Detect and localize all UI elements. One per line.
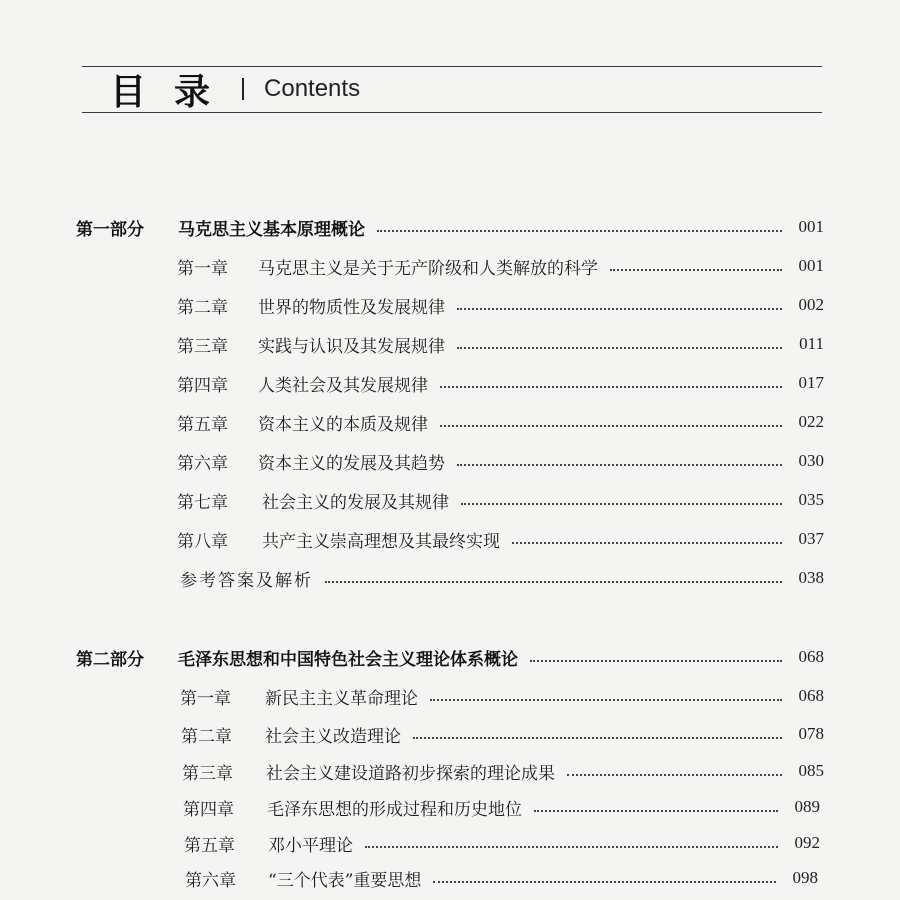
chapter-entry bbox=[262, 488, 824, 513]
chapter-title: “三个代表”重要思想 bbox=[268, 870, 422, 891]
chapter-entry bbox=[258, 254, 824, 279]
dot-leader bbox=[534, 810, 778, 812]
part-title: 毛泽东思想和中国特色社会主义理论体系概论 bbox=[178, 649, 518, 670]
page-number: 089 bbox=[794, 797, 820, 816]
chapter-title: 新民主主义革命理论 bbox=[265, 688, 418, 709]
chapter-title: 世界的物质性及发展规律 bbox=[258, 297, 445, 318]
chapter-label: 第五章 bbox=[184, 835, 235, 856]
page-number: 078 bbox=[798, 724, 824, 743]
chapter-title: 人类社会及其发展规律 bbox=[258, 375, 428, 396]
page-number: 002 bbox=[798, 295, 824, 314]
page-number: 085 bbox=[798, 761, 824, 780]
toc-chapter-row[interactable] bbox=[0, 524, 900, 554]
part-entry bbox=[178, 215, 824, 240]
chapter-title: 社会主义的发展及其规律 bbox=[262, 492, 449, 513]
chapter-title: 社会主义建设道路初步探索的理论成果 bbox=[266, 763, 555, 784]
dot-leader bbox=[610, 269, 782, 271]
dot-leader bbox=[457, 308, 782, 310]
page-number: 037 bbox=[798, 529, 824, 548]
chapter-label: 第六章 bbox=[185, 870, 236, 891]
toc-chapter-row[interactable] bbox=[0, 863, 900, 893]
dot-leader bbox=[430, 699, 782, 701]
toc-chapter-row[interactable] bbox=[0, 446, 900, 476]
dot-leader bbox=[433, 881, 776, 883]
toc-chapter-row[interactable] bbox=[0, 329, 900, 359]
toc-chapter-row[interactable] bbox=[0, 828, 900, 858]
page-number: 068 bbox=[798, 647, 824, 666]
dot-leader bbox=[461, 503, 782, 505]
part-entry bbox=[178, 645, 824, 670]
chapter-label: 第二章 bbox=[181, 726, 232, 747]
page-number: 022 bbox=[798, 412, 824, 431]
dot-leader bbox=[530, 660, 782, 662]
toc-chapter-row[interactable] bbox=[0, 681, 900, 711]
toc-chapter-row[interactable] bbox=[0, 756, 900, 786]
chapter-label: 第六章 bbox=[177, 453, 228, 474]
chapter-entry bbox=[258, 371, 824, 396]
chapter-label: 第五章 bbox=[177, 414, 228, 435]
title-separator bbox=[242, 78, 244, 100]
chapter-label: 第四章 bbox=[183, 799, 234, 820]
chapter-entry bbox=[258, 449, 824, 474]
toc-header bbox=[110, 68, 361, 113]
page-number: 092 bbox=[794, 833, 820, 852]
chapter-entry bbox=[265, 684, 824, 709]
chapter-entry bbox=[258, 332, 824, 357]
dot-leader bbox=[325, 581, 782, 583]
chapter-label: 第八章 bbox=[177, 531, 228, 552]
chapter-title: 马克思主义是关于无产阶级和人类解放的科学 bbox=[258, 258, 598, 279]
chapter-title: 毛泽东思想的形成过程和历史地位 bbox=[267, 799, 522, 820]
dot-leader bbox=[440, 386, 782, 388]
dot-leader bbox=[567, 774, 782, 776]
toc-title-en: Contents bbox=[264, 75, 361, 102]
chapter-entry bbox=[267, 795, 820, 820]
dot-leader bbox=[377, 230, 782, 232]
dot-leader bbox=[457, 464, 782, 466]
header-bottom-rule bbox=[82, 112, 822, 113]
page-number: 068 bbox=[798, 686, 824, 705]
toc-part-1[interactable] bbox=[0, 212, 900, 242]
chapter-entry bbox=[265, 722, 824, 747]
chapter-entry bbox=[268, 831, 820, 856]
chapter-label: 第四章 bbox=[177, 375, 228, 396]
chapter-title: 邓小平理论 bbox=[268, 835, 353, 856]
chapter-entry bbox=[268, 866, 818, 891]
page-number: 098 bbox=[792, 868, 818, 887]
page-number: 017 bbox=[798, 373, 824, 392]
chapter-label: 第一章 bbox=[177, 258, 228, 279]
chapter-label: 第七章 bbox=[177, 492, 228, 513]
chapter-entry bbox=[266, 759, 824, 784]
page-number: 035 bbox=[798, 490, 824, 509]
toc-answers-row[interactable] bbox=[0, 563, 900, 593]
toc-chapter-row[interactable] bbox=[0, 485, 900, 515]
toc-title-zh: 目录 bbox=[110, 71, 239, 113]
dot-leader bbox=[512, 542, 782, 544]
page-number: 030 bbox=[798, 451, 824, 470]
chapter-label: 第一章 bbox=[180, 688, 231, 709]
page-number: 001 bbox=[798, 217, 824, 236]
page-number: 038 bbox=[798, 568, 824, 587]
toc-chapter-row[interactable] bbox=[0, 792, 900, 822]
toc-chapter-row[interactable] bbox=[0, 368, 900, 398]
chapter-entry bbox=[258, 410, 824, 435]
chapter-label: 第三章 bbox=[177, 336, 228, 357]
answers-title: 参考答案及解析 bbox=[180, 570, 313, 591]
chapter-title: 资本主义的本质及规律 bbox=[258, 414, 428, 435]
toc-chapter-row[interactable] bbox=[0, 290, 900, 320]
chapter-entry bbox=[262, 527, 824, 552]
answers-entry bbox=[180, 566, 824, 591]
part-label: 第二部分 bbox=[76, 649, 144, 670]
page-number: 001 bbox=[798, 256, 824, 275]
chapter-title: 共产主义崇高理想及其最终实现 bbox=[262, 531, 500, 552]
dot-leader bbox=[365, 846, 778, 848]
dot-leader bbox=[457, 347, 782, 349]
page-number: 011 bbox=[799, 334, 824, 353]
chapter-label: 第三章 bbox=[182, 763, 233, 784]
chapter-entry bbox=[258, 293, 824, 318]
part-title: 马克思主义基本原理概论 bbox=[178, 219, 365, 240]
toc-chapter-row[interactable] bbox=[0, 719, 900, 749]
dot-leader bbox=[440, 425, 782, 427]
chapter-label: 第二章 bbox=[177, 297, 228, 318]
chapter-title: 实践与认识及其发展规律 bbox=[258, 336, 445, 357]
toc-chapter-row[interactable] bbox=[0, 251, 900, 281]
chapter-title: 社会主义改造理论 bbox=[265, 726, 401, 747]
toc-part-2[interactable] bbox=[0, 642, 900, 672]
chapter-title: 资本主义的发展及其趋势 bbox=[258, 453, 445, 474]
part-label: 第一部分 bbox=[76, 219, 144, 240]
dot-leader bbox=[413, 737, 782, 739]
toc-chapter-row[interactable] bbox=[0, 407, 900, 437]
